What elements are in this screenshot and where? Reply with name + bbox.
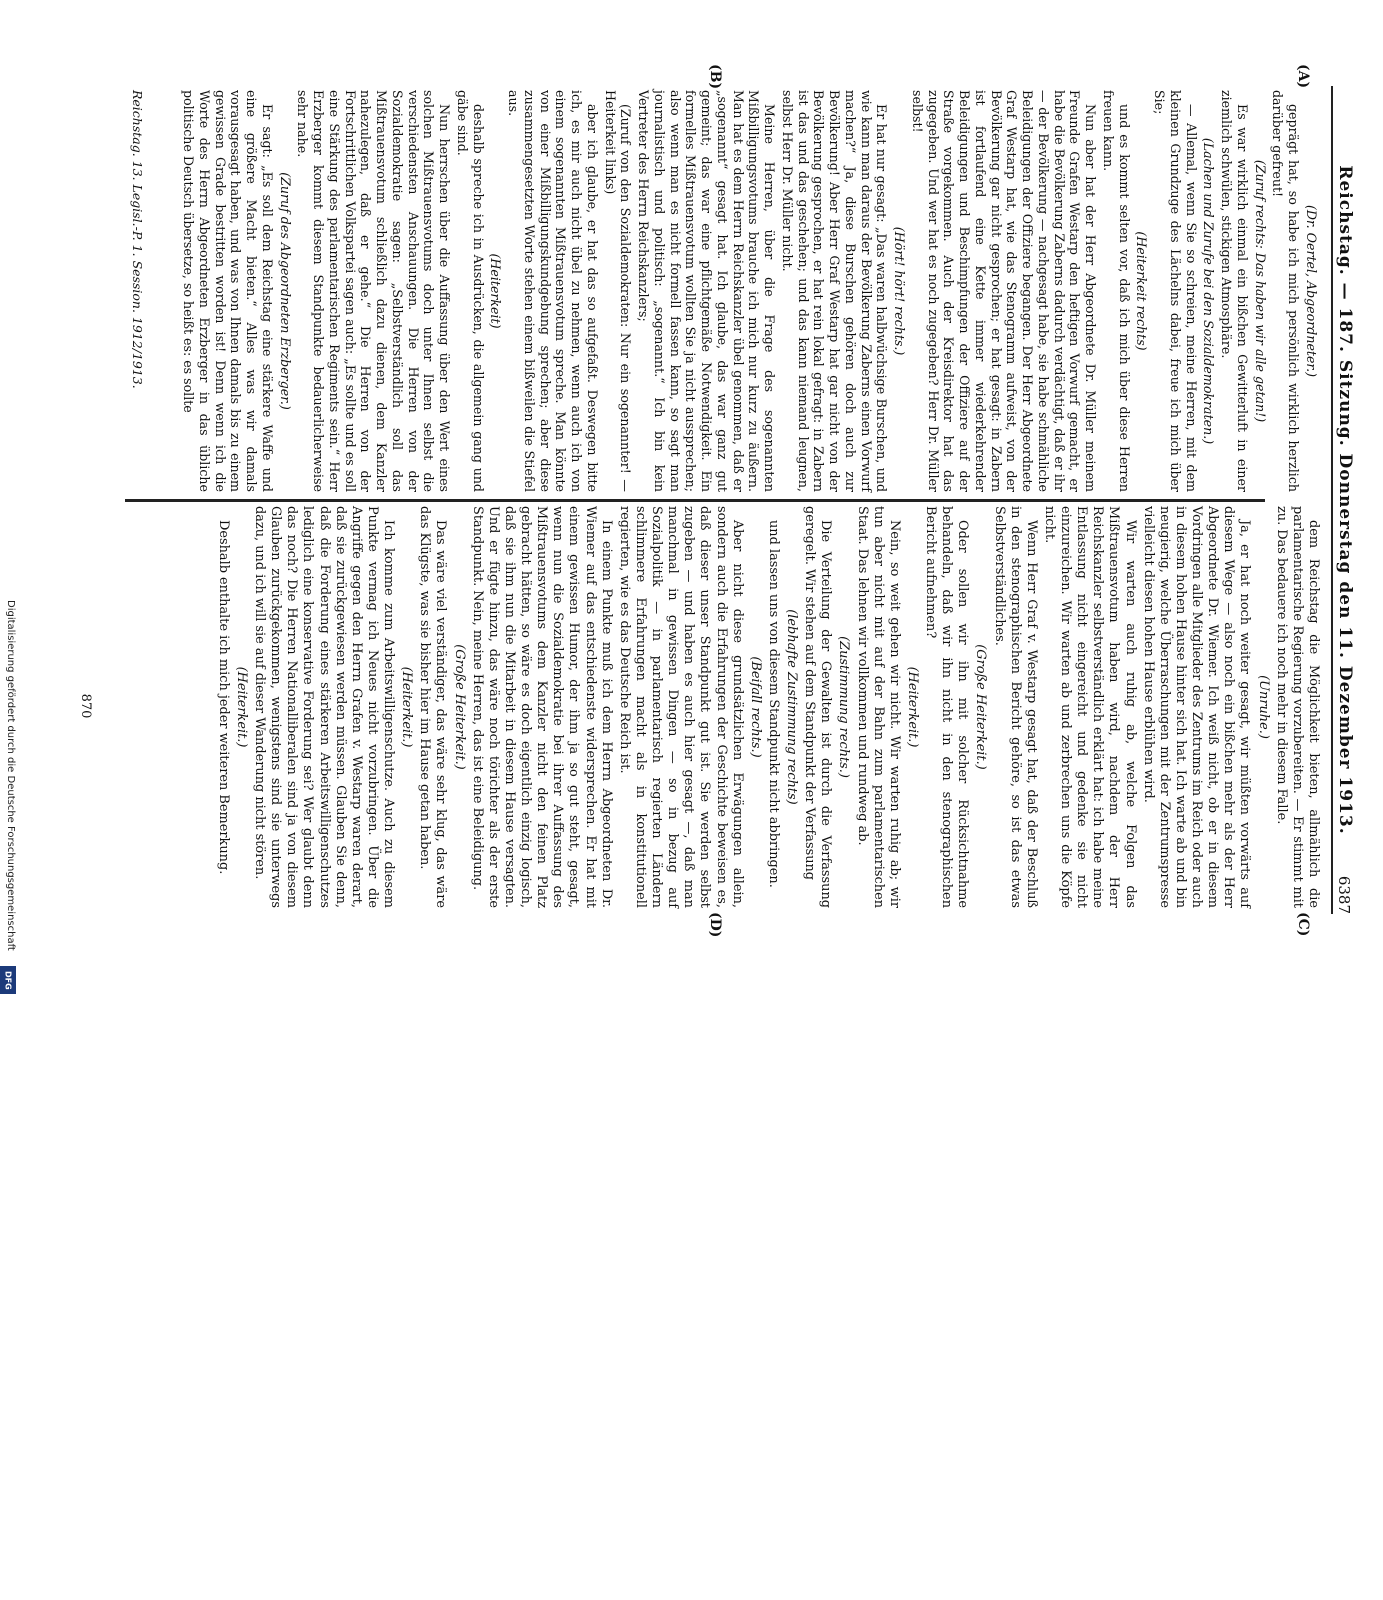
paragraph: Die Verteilung der Gewalten ist durch die Verfassung geregelt. Wir stehen auf dem Standpunkt der Verfassung (802, 506, 834, 908)
paragraph: (Zuruf rechts: Das haben wir alle getan!) (1252, 159, 1268, 423)
sidebar-credit: Digitalisierung gefördert durch die Deutsche Forschungsgemeinschaft (5, 600, 16, 951)
right-column (213, 506, 1321, 908)
paragraph: (Große Heiterkeit.) (451, 644, 467, 770)
paragraph: Wir warten auch ruhig ab, welche Folgen das Mißtrauensvotum haben wird, nachdem der Herr Reichskanzler selbstverständlich erklärt hat: ich habe meine Entlassung nicht eingereicht und gedenke sie nicht einzureichen. Wir warten ab und zerbrechen uns die Köpfe nicht. (1042, 506, 1138, 908)
paragraph: (Hört! hört! rechts.) (892, 226, 908, 356)
paragraph: (Unruhe.) (1255, 675, 1271, 739)
paragraph: (Heiterkeit) (488, 253, 504, 329)
paragraph: Ja, er hat noch weiter gesagt, wir müßten vorwärts auf diesem Wege — also noch ein bißchen mehr als der Herr Abgeordnete Dr. Wiemer. Ich weiß nicht, ob er in diesem Vordringen alle Mitglieder des Zentrums im Reich oder auch in diesem hohen Hause hinter sich hat. Ich warte ab und bin neugierig, welche Überraschungen mit der Zentrumspresse vielleicht diesen hohen Hause erblühen wird. (1140, 506, 1253, 908)
paragraph: Nun herrschen über die Auffassung über den Wert eines solchen Mißtrauensvotums doch unter Ihnen selbst die verschiedensten Anschauungen. Die Herren von der Sozialdemokratie sagen: „Selbstverständlich soll das Mißtrauensvotum schließlich dazu dienen, dem Kanzler nahezulegen, daß er gehe.“ Die Herren von der Fortschrittlichen Volkspartei sagen auch: „Es sollte und es soll eine Stärkung des parlamentarischen Regiments sein.“ Herr Erzberger kommt diesem Standpunkte bedauerlicherweise sehr nahe. (295, 90, 453, 492)
paragraph: Wenn Herr Graf v. Westarp gesagt hat, daß der Beschluß in den stenographischen Bericht gehöre, so ist das etwas Selbstverständliches. (991, 506, 1039, 908)
paragraph: und es kommt selten vor, daß ich mich über diese Herren freuen kann. (1101, 90, 1132, 492)
paragraph: (Lachen und Zurufe bei den Sozialdemokraten.) (1201, 137, 1217, 445)
margin-marker-a: (A) (1295, 64, 1311, 89)
left-column (179, 90, 1322, 492)
paragraph: (Dr. Oertel, Abgeordneter.) (1304, 205, 1319, 377)
paragraph: (Beifall rechts.) (747, 656, 763, 758)
paragraph: (Zustimmung rechts.) (836, 636, 852, 778)
paragraph: aber ich glaube, er hat das so aufgefaßt. Deswegen bitte ich, es mir auch nicht übel zu nehmen, wenn auch ich von einem sogenannten Mißtrauensvotum spreche. Man könnte von einer Mißbilligungskundgebung sprechen; aber diese zusammengesetzten Worte stehen einem bißweilen die Stiefel aus. (506, 90, 600, 492)
paragraph: In einem Punkte muß ich dem Herrn Abgeordneten Dr. Wiemer auf das entschiedenste widersprechen. Er hat mit einem gewissen Humor, der ihm ja so gut steht, gesagt, wenn nun die Sozialdemokratie bei ihrer Auffassung des Mißtrauensvotums dem Kanzler nicht den feinen Platz gebracht hätten, so wäre es doch eigentlich einzig logisch, daß sie ihm nun die Mitarbeit in diesem Hause versagten. Und er fügte hinzu, das wäre noch törichter als der erste Standpunkt. Nein, meine Herren, das ist eine Beleidigung. (469, 506, 614, 908)
column-divider (125, 499, 1265, 502)
paragraph: (Heiterkeit.) (399, 666, 415, 748)
paragraph: Meine Herren, über die Frage des sogenannten Mißbilligungsvotums brauche ich mich nur kurz zu äußern. Man hat es dem Herrn Reichskanzler übel genommen, daß er „sogenannt“ gesagt hat. Ich glaube, das war ganz gut gemeint; das war eine pflichtgemäße Notwendigkeit. Ein formelles Mißtrauensvotum wollten Sie ja nicht aussprechen; also wenn man es nicht formell fassen kann, so sagt man journalistisch und politisch: „sogenannt.“ Ich bin kein Vertreter des Herrn Reichskanzlers; (636, 90, 778, 492)
paragraph: (Zuruf des Abgeordneten Erzberger.) (277, 172, 293, 410)
paragraph: Nun aber hat der Herr Abgeordnete Dr. Müller meinem Freunde Grafen Westarp den heftigen Vorwurf gemacht, er habe die Bevölkerung Zaberns dadurch verdächtigt, daß er ihr — der Bevölkerung — nachgesagt habe, sie habe schmähliche Beleidigungen der Offiziere begangen. Der Herr Abgeordnete Graf Westarp hat, wie das Stenogramm aufweist, von der Bevölkerung gar nicht gesprochen; er hat gesagt: in Zabern ist fortlaufend eine Kette immer wiederkehrender Beleidigungen und Beschimpfungen der Offiziere auf der Straße vorgekommen. Auch der Kreisdirektor hat das zugegeben. Und wer hat es noch zugegeben? Herr Dr. Müller selbst! (910, 90, 1099, 492)
paragraph: Aber nicht diese grundsätzlichen Erwägungen allein, sondern auch die Erfahrungen der Geschichte beweisen es, daß dieser unser Standpunkt gut ist. Sie werden selbst zugeben — und haben es auch hier gesagt —, daß man manchmal in gewissen Dingen — so in bezug auf Sozialpolitik — in parlamentarisch regierten Ländern schlimmere Erfahrungen macht als in konstitutionell regierten, wie es das Deutsche Reich ist. (616, 506, 745, 908)
footer-session: Reichstag. 13. Legisl.-P. 1. Session. 1912/1913. (130, 90, 145, 389)
paragraph: und lassen uns von diesem Standpunkt nicht abbringen. (766, 520, 781, 888)
paragraph: dem Reichstag die Möglichkeit bieten, allmählich die parlamentarische Regierung vorzubereiten. — Er stimmt mit zu. Das bedauere ich noch mehr in diesem Falle. (1273, 506, 1321, 908)
paragraph: — Allemal, wenn Sie so schreien, meine Herren, mit dem kleinen Grundzuge des Lächelns dabei, freue ich mich über Sie; (1152, 90, 1199, 492)
margin-marker-d: (D) (707, 912, 723, 938)
paragraph: Deshalb enthalte ich mich jeder weiteren Bemerkung. (215, 520, 231, 875)
dfg-logo: DFG (0, 966, 16, 994)
page-number: 6387 (1335, 875, 1353, 914)
paragraph: (lebhafte Zustimmung rechts) (784, 609, 800, 805)
footer-page-number: 870 (78, 693, 93, 719)
paragraph: Nein, so weit gehen wir nicht. Wir warten ruhig ab; wir tun aber nicht mit auf der Bahn zum parlamentarischen Staat. Das lehnen wir vollkommen und rundweg ab. (854, 506, 902, 908)
page-header (1331, 86, 1355, 914)
paragraph: Es war wirklich einmal ein bißchen Gewitterluft in einer ziemlich schwülen, stickigen Atmosphäre. (1219, 90, 1250, 492)
paragraph: deshalb spreche ich in Ausdrücken, die allgemein gang und gäbe sind. (455, 90, 486, 492)
paragraph: (Heiterkeit.) (234, 666, 249, 748)
page-title: Reichstag. — 187. Sitzung. Donnerstag den 11. Dezember 1913. (1335, 165, 1355, 835)
paragraph: geprägt hat, so habe ich mich persönlich wirklich herzlich darüber gefreut! (1270, 90, 1302, 492)
margin-marker-b: (B) (707, 64, 723, 90)
paragraph: Er hat nur gesagt: „Das waren halbwüchsige Burschen, und wie kann man daraus der Bevölkerung Zaberns einen Vorwurf machen?“ Ja, diese Burschen gehören doch auch zur Bevölkerung! Aber Herr Graf Westarp hat gar nicht von der Bevölkerung gesprochen, er hat rein lokal gefragt: in Zabern ist das und das geschehen; und das kann niemand leugnen, selbst Herr Dr. Müller nicht. (780, 90, 890, 492)
paragraph: Das wäre viel verständiger, das wäre sehr klug, das wäre das Klügste, was sie bisher hier im Hause getan haben. (417, 506, 449, 908)
paragraph: (Heiterkeit rechts) (1134, 231, 1150, 351)
paragraph: (Große Heiterkeit.) (973, 644, 989, 770)
paragraph: Oder sollen wir ihn mit solcher Rücksichtnahme behandeln, daß wir ihn nicht in den stenographischen Bericht aufnehmen? (923, 506, 971, 908)
paragraph: Er sagt: „Es soll dem Reichstag eine stärkere Waffe und eine größere Macht bieten.“ Alles was wir damals vorausgesagt haben, und was von Ihnen damals bis zu einem gewissen Grade bestritten worden ist! Denn wenn ich die Worte des Herrn Abgeordneten Erzberger in das übliche politische Deutsch übersetze, so heißt es: es sollte (181, 90, 275, 492)
paragraph: (Heiterkeit.) (905, 666, 920, 748)
paragraph: (Zuruf von den Sozialdemokraten: Nur ein sogenannter! — Heiterkeit links) (602, 90, 634, 492)
paragraph: Ich komme zum Arbeitswilligenschutze. Auch zu diesem Punkte vermag ich Neues nicht vorzubringen. Über die Angriffe gegen den Herrn Grafen v. Westarp waren derart, daß sie zurückgewiesen werden müssen. Glauben Sie denn, daß die Forderung eines stärkeren Arbeitswilligenschutzes lediglich eine konservative Forderung sei? Wer glaubt denn das noch? Die Herren Nationalliberalen sind ja von diesem Glauben zurückgekommen, wenigstens sind sie unterwegs dazu, und ich will sie auf dieser Wanderung nicht stören. (252, 506, 397, 908)
margin-marker-c: (C) (1295, 912, 1311, 937)
